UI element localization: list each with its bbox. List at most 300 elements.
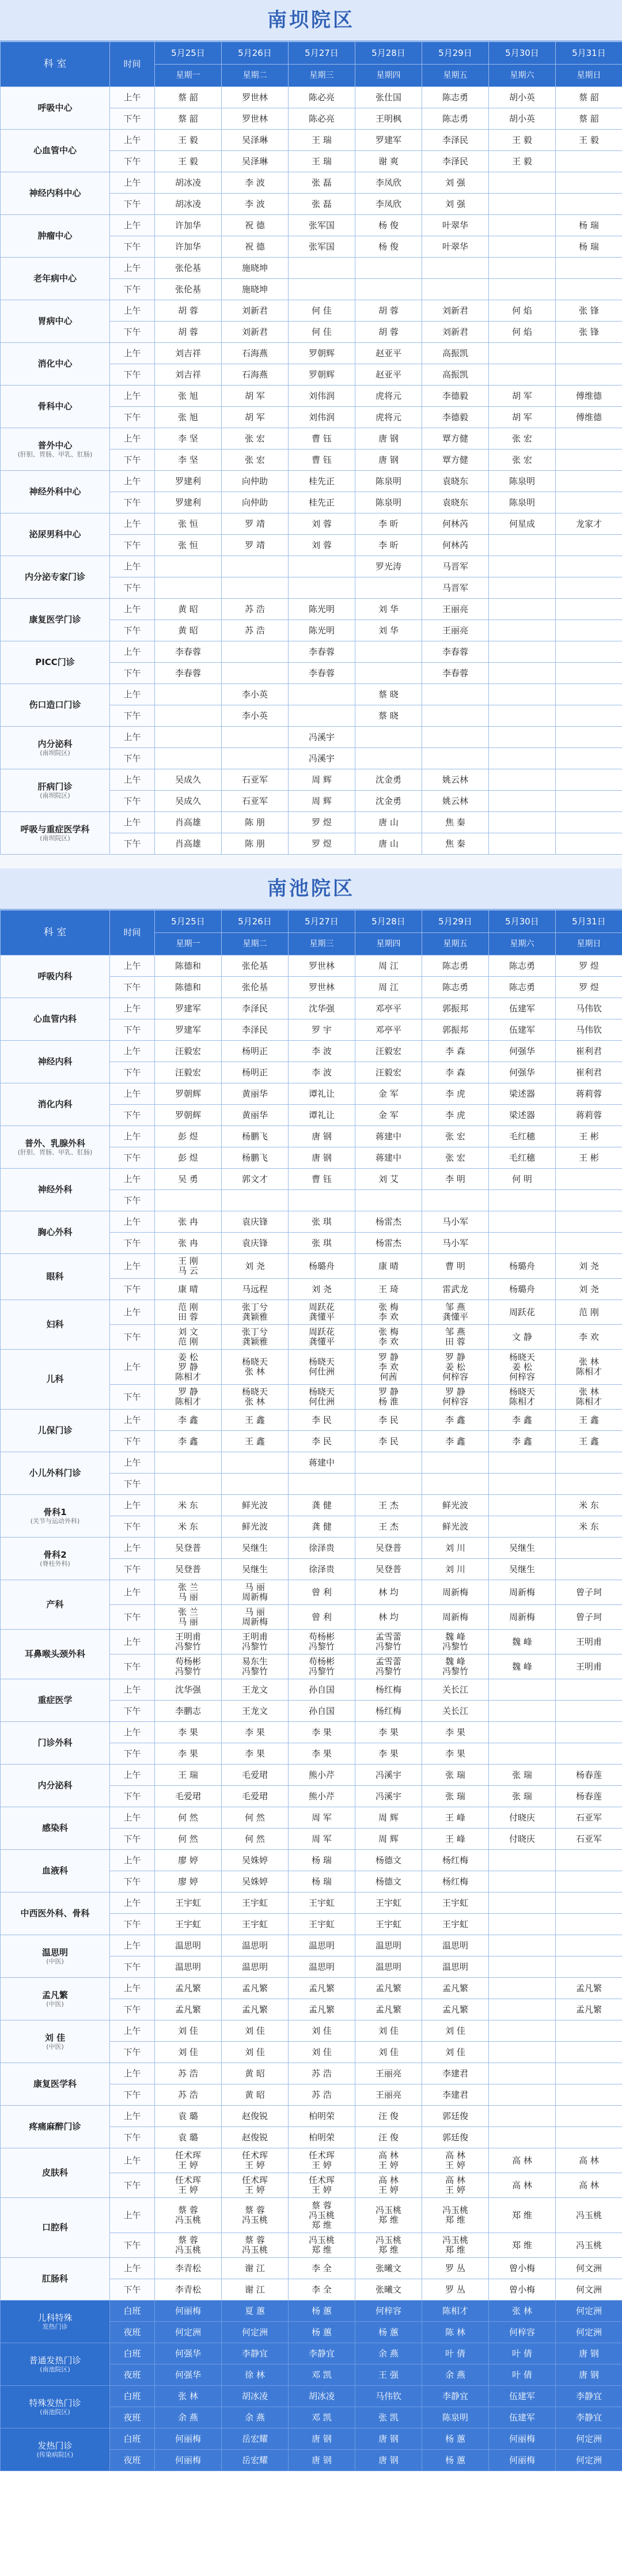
doctor-cell: 何林芮 (422, 535, 489, 556)
doctor-cell: 周新梅 (489, 1580, 556, 1605)
date-header-row (1, 42, 622, 65)
doctor-cell: 罗光涛 (355, 556, 422, 577)
doctor-cell (556, 2020, 622, 2042)
doctor-cell: 张 宏 (222, 450, 289, 471)
dept-name: 内分泌专家门诊 (24, 572, 85, 582)
doctor-cell (489, 1233, 556, 1254)
time-column-header: 时间 (110, 42, 155, 87)
doctor-cell: 邓亭平 (355, 1019, 422, 1041)
doctor-cell: 罗朝辉 (289, 343, 355, 364)
weekday-header: 星期六 (489, 933, 556, 955)
doctor-cell: 杨红梅 (422, 1850, 489, 1871)
doctor-cell: 魏 峰 (489, 1655, 556, 1679)
time-cell: 上午 (110, 1211, 155, 1233)
time-cell: 上午 (110, 1580, 155, 1605)
doctor-cell (556, 1914, 622, 1935)
doctor-cell: 张 林 陈相才 (556, 1350, 622, 1385)
doctor-cell (289, 577, 355, 599)
doctor-cell: 孟凡繁 (422, 1978, 489, 1999)
doctor-cell (155, 556, 222, 577)
doctor-cell: 何定洲 (222, 2322, 289, 2343)
doctor-cell: 苏 浩 (222, 620, 289, 641)
doctor-cell: 李 果 (155, 1743, 222, 1765)
doctor-cell (489, 1722, 556, 1743)
doctor-cell: 曾小梅 (489, 2258, 556, 2279)
weekday-header: 星期日 (556, 933, 622, 955)
time-cell: 下午 (110, 1474, 155, 1495)
doctor-cell: 李 全 (289, 2279, 355, 2301)
doctor-cell (489, 748, 556, 769)
doctor-cell: 温思明 (355, 1956, 422, 1978)
dept-name: 普外、乳腺外科 (24, 1138, 85, 1149)
schedule-row (1, 1083, 622, 1105)
doctor-cell: 熊小芹 (289, 1786, 355, 1807)
doctor-cell: 任术珲 王 婷 (289, 2173, 355, 2198)
doctor-cell (222, 663, 289, 684)
dept-cell (1, 599, 110, 641)
dept-cell (1, 2386, 110, 2428)
doctor-cell: 施晓坤 (222, 279, 289, 300)
doctor-cell: 李春蓉 (155, 663, 222, 684)
time-cell: 上午 (110, 258, 155, 279)
doctor-cell (155, 1452, 222, 1474)
doctor-cell: 周 江 (355, 955, 422, 977)
doctor-cell: 李泽民 (222, 1019, 289, 1041)
doctor-cell: 杨鹏飞 (222, 1126, 289, 1147)
doctor-cell: 孟凡繁 (556, 1999, 622, 2020)
weekday-header: 星期二 (222, 933, 289, 955)
doctor-cell: 马晋军 (422, 577, 489, 599)
time-cell: 下午 (110, 748, 155, 769)
dept-cell (1, 1254, 110, 1300)
date-header: 5月26日 (222, 911, 289, 933)
doctor-cell: 周跃花 龚懂平 (289, 1300, 355, 1325)
doctor-cell (222, 577, 289, 599)
doctor-cell: 袁晓东 (422, 471, 489, 492)
doctor-cell: 吴继生 (489, 1538, 556, 1559)
doctor-cell (489, 663, 556, 684)
doctor-cell: 吴登普 (355, 1538, 422, 1559)
time-cell: 下午 (110, 1559, 155, 1580)
doctor-cell: 罗 靖 (222, 513, 289, 535)
date-header-row (1, 911, 622, 933)
doctor-cell: 陈光明 (289, 599, 355, 620)
doctor-cell: 刘新君 (222, 322, 289, 343)
doctor-cell: 胡 军 (489, 386, 556, 407)
doctor-cell (556, 769, 622, 791)
doctor-cell: 陈泉明 (422, 2407, 489, 2428)
doctor-cell: 李 欢 (556, 1325, 622, 1350)
doctor-cell: 蔡 蓉 冯玉桃 (222, 2233, 289, 2258)
doctor-cell (489, 705, 556, 727)
doctor-cell: 张 宏 (489, 428, 556, 450)
date-header: 5月29日 (422, 42, 489, 65)
doctor-cell: 王 鑫 (222, 1410, 289, 1431)
doctor-cell: 邓 凯 (289, 2407, 355, 2428)
doctor-cell: 王 瑞 (289, 130, 355, 151)
doctor-cell: 何 然 (155, 1829, 222, 1850)
doctor-cell: 吴继生 (222, 1538, 289, 1559)
schedule-row (1, 599, 622, 620)
doctor-cell: 汪毅宏 (355, 1062, 422, 1083)
schedule-row (1, 1850, 622, 1871)
doctor-cell: 罗世林 (289, 977, 355, 998)
time-cell: 上午 (110, 1893, 155, 1914)
doctor-cell (556, 620, 622, 641)
doctor-cell: 王宇虹 (355, 1893, 422, 1914)
doctor-cell: 肖高雄 (155, 833, 222, 855)
dept-name: 骨科中心 (37, 401, 73, 411)
schedule-row (1, 1495, 622, 1516)
doctor-cell (489, 727, 556, 748)
doctor-cell: 李凤欣 (355, 194, 422, 215)
doctor-cell: 杨春莲 (556, 1786, 622, 1807)
doctor-cell: 唐 钢 (355, 428, 422, 450)
doctor-cell: 蔡 蓉 冯玉桃 郑 维 (289, 2198, 355, 2233)
doctor-cell: 柏明荣 (289, 2106, 355, 2127)
doctor-cell (556, 1893, 622, 1914)
doctor-cell: 桂先正 (289, 471, 355, 492)
doctor-cell: 汪 俊 (355, 2106, 422, 2127)
doctor-cell (556, 1474, 622, 1495)
doctor-cell: 李 民 (355, 1410, 422, 1431)
doctor-cell (556, 343, 622, 364)
time-cell: 下午 (110, 1956, 155, 1978)
date-header: 5月28日 (355, 911, 422, 933)
date-header: 5月27日 (289, 911, 355, 933)
doctor-cell: 刘 佳 (422, 2042, 489, 2063)
doctor-cell (489, 1495, 556, 1516)
doctor-cell: 刘 尧 (556, 1254, 622, 1279)
doctor-cell: 杨 蕙 (355, 2322, 422, 2343)
doctor-cell (556, 1935, 622, 1956)
doctor-cell: 刘 佳 (155, 2020, 222, 2042)
doctor-cell: 张伦基 (222, 955, 289, 977)
doctor-cell: 王丽亮 (355, 2063, 422, 2084)
doctor-cell (422, 279, 489, 300)
dept-cell (1, 386, 110, 428)
doctor-cell (489, 1743, 556, 1765)
doctor-cell: 罗朝辉 (289, 364, 355, 386)
doctor-cell: 米 东 (556, 1516, 622, 1538)
schedule-row (1, 1679, 622, 1701)
dept-cell (1, 343, 110, 386)
doctor-cell: 孙自国 (289, 1701, 355, 1722)
doctor-cell: 王 杰 (355, 1495, 422, 1516)
dept-cell (1, 1169, 110, 1211)
doctor-cell: 何定洲 (556, 2428, 622, 2450)
doctor-cell: 沈金勇 (355, 791, 422, 812)
doctor-cell (556, 1190, 622, 1211)
doctor-cell: 张 锋 (556, 300, 622, 322)
doctor-cell: 杨晓天 何仕洲 (289, 1385, 355, 1410)
doctor-cell: 何丽梅 (155, 2301, 222, 2322)
dept-cell (1, 1538, 110, 1580)
doctor-cell: 王 强 (355, 2365, 422, 2386)
doctor-cell: 马伟钦 (556, 1019, 622, 1041)
doctor-cell: 何文洲 (556, 2258, 622, 2279)
doctor-cell: 何星成 (489, 513, 556, 535)
doctor-cell (556, 258, 622, 279)
doctor-cell: 王 瑞 (289, 151, 355, 172)
doctor-cell: 杨明正 (222, 1041, 289, 1062)
doctor-cell: 杨 蕙 (289, 2301, 355, 2322)
time-cell: 上午 (110, 1722, 155, 1743)
doctor-cell: 王 峰 (422, 1829, 489, 1850)
time-cell: 上午 (110, 2106, 155, 2127)
doctor-cell: 杨红梅 (355, 1701, 422, 1722)
time-cell: 下午 (110, 1829, 155, 1850)
doctor-cell: 吴泽琳 (222, 130, 289, 151)
doctor-cell: 张 旭 (155, 386, 222, 407)
doctor-cell: 罗世林 (289, 955, 355, 977)
doctor-cell: 王宇虹 (222, 1914, 289, 1935)
doctor-cell: 沈华强 (155, 1679, 222, 1701)
doctor-cell: 冯玉桃 (556, 2198, 622, 2233)
doctor-cell: 赵亚平 (355, 343, 422, 364)
doctor-cell: 李春蓉 (422, 641, 489, 663)
doctor-cell: 温思明 (222, 1935, 289, 1956)
doctor-cell: 周 辉 (355, 1807, 422, 1829)
weekday-header: 星期五 (422, 933, 489, 955)
doctor-cell (489, 2042, 556, 2063)
doctor-cell: 李 森 (422, 1041, 489, 1062)
doctor-cell: 王 毅 (489, 151, 556, 172)
doctor-cell: 杨红梅 (422, 1871, 489, 1893)
doctor-cell: 马伟钦 (556, 998, 622, 1019)
doctor-cell (489, 2063, 556, 2084)
schedule-row (1, 428, 622, 450)
schedule-row (1, 2020, 622, 2042)
doctor-cell: 廖 婷 (155, 1871, 222, 1893)
doctor-cell: 黄 昭 (222, 2084, 289, 2106)
doctor-cell: 孟凡繁 (155, 1978, 222, 1999)
doctor-cell: 王 琦 (355, 1279, 422, 1300)
doctor-cell: 张 宏 (489, 450, 556, 471)
doctor-cell (489, 791, 556, 812)
doctor-cell: 苏 浩 (289, 2084, 355, 2106)
doctor-cell: 曹 钰 (289, 450, 355, 471)
doctor-cell (489, 599, 556, 620)
time-cell: 下午 (110, 1190, 155, 1211)
doctor-cell: 陈志勇 (489, 955, 556, 977)
doctor-cell: 何文洲 (556, 2279, 622, 2301)
doctor-cell: 谢 江 (222, 2258, 289, 2279)
schedule-row (1, 1254, 622, 1279)
time-cell: 上午 (110, 1410, 155, 1431)
time-cell: 上午 (110, 1083, 155, 1105)
fever-clinic-row (1, 2386, 622, 2407)
doctor-cell: 罗 静 杨 淮 (355, 1385, 422, 1410)
dept-cell (1, 998, 110, 1041)
doctor-cell: 胡小英 (489, 87, 556, 108)
doctor-cell (556, 535, 622, 556)
dept-cell (1, 1935, 110, 1978)
doctor-cell: 杨 蕙 (422, 2428, 489, 2450)
doctor-cell: 张伦基 (222, 977, 289, 998)
doctor-cell (489, 2106, 556, 2127)
doctor-cell: 张曦文 (355, 2279, 422, 2301)
doctor-cell: 胡冰凌 (155, 194, 222, 215)
dept-name: 温思明 (41, 1947, 68, 1958)
doctor-cell: 谢 爽 (355, 151, 422, 172)
doctor-cell: 何林芮 (422, 513, 489, 535)
dept-name: 骨科1 (43, 1506, 67, 1517)
doctor-cell: 吴 勇 (155, 1169, 222, 1190)
weekday-header: 星期一 (155, 933, 222, 955)
doctor-cell: 何丽梅 (155, 2450, 222, 2471)
doctor-cell (422, 684, 489, 705)
doctor-cell: 胡冰凌 (289, 2386, 355, 2407)
dept-cell (1, 1495, 110, 1538)
dept-name: 神经外科中心 (29, 486, 81, 497)
time-cell: 下午 (110, 279, 155, 300)
doctor-cell: 李春蓉 (289, 663, 355, 684)
doctor-cell: 孟雪蕾 冯黎竹 (355, 1655, 422, 1679)
dept-subtitle: (南池院区) (40, 2365, 70, 2373)
doctor-cell (489, 1190, 556, 1211)
dept-cell (1, 1350, 110, 1410)
time-cell: 上午 (110, 1452, 155, 1474)
time-cell: 下午 (110, 1233, 155, 1254)
dept-name: 胸心外科 (37, 1227, 73, 1237)
date-header: 5月31日 (556, 911, 622, 933)
doctor-cell: 温思明 (355, 1935, 422, 1956)
dept-name: 感染科 (41, 1823, 68, 1833)
doctor-cell: 李 昕 (355, 535, 422, 556)
doctor-cell: 李 全 (289, 2258, 355, 2279)
doctor-cell: 王 杰 (355, 1516, 422, 1538)
schedule-row (1, 998, 622, 1019)
doctor-cell (489, 1850, 556, 1871)
doctor-cell: 唐 钢 (355, 2428, 422, 2450)
doctor-cell (289, 1190, 355, 1211)
time-cell: 上午 (110, 1350, 155, 1385)
doctor-cell: 曾子珂 (556, 1605, 622, 1630)
doctor-cell (556, 1233, 622, 1254)
doctor-cell: 何强华 (155, 2365, 222, 2386)
time-cell: 上午 (110, 769, 155, 791)
weekday-header: 星期三 (289, 65, 355, 87)
doctor-cell: 郭振邦 (422, 998, 489, 1019)
doctor-cell: 蔡 晓 (355, 684, 422, 705)
doctor-cell: 张 林 陈相才 (556, 1385, 622, 1410)
doctor-cell: 魏 峰 (489, 1630, 556, 1655)
doctor-cell: 刘新君 (222, 300, 289, 322)
doctor-cell (422, 705, 489, 727)
doctor-cell: 李 果 (289, 1722, 355, 1743)
time-cell: 下午 (110, 322, 155, 343)
doctor-cell: 岳宏耀 (222, 2428, 289, 2450)
doctor-cell: 唐 山 (355, 833, 422, 855)
doctor-cell (556, 1701, 622, 1722)
doctor-cell: 蔡 蓉 冯玉桃 (155, 2233, 222, 2258)
doctor-cell (489, 535, 556, 556)
doctor-cell: 叶 倩 (489, 2343, 556, 2365)
time-cell: 下午 (110, 2233, 155, 2258)
weekday-header: 星期一 (155, 65, 222, 87)
time-cell: 上午 (110, 2198, 155, 2233)
doctor-cell: 彭 煜 (155, 1147, 222, 1169)
doctor-cell: 王丽亮 (422, 599, 489, 620)
doctor-cell: 康 晴 (155, 1279, 222, 1300)
doctor-cell: 龚 健 (289, 1495, 355, 1516)
doctor-cell: 王宇虹 (355, 1914, 422, 1935)
doctor-cell (355, 1474, 422, 1495)
doctor-cell: 李静宜 (556, 2407, 622, 2428)
doctor-cell: 李 波 (289, 1062, 355, 1083)
doctor-cell: 李 果 (289, 1743, 355, 1765)
time-cell: 下午 (110, 1147, 155, 1169)
doctor-cell: 胡 蓉 (155, 322, 222, 343)
doctor-cell: 杨明正 (222, 1062, 289, 1083)
time-cell: 上午 (110, 1254, 155, 1279)
doctor-cell: 吴姝婷 (222, 1850, 289, 1871)
doctor-cell: 邓 凯 (289, 2365, 355, 2386)
doctor-cell: 蔡 韶 (556, 87, 622, 108)
time-cell: 下午 (110, 407, 155, 428)
doctor-cell: 梁述器 (489, 1105, 556, 1126)
doctor-cell (556, 450, 622, 471)
time-cell: 下午 (110, 620, 155, 641)
dept-cell (1, 2020, 110, 2063)
doctor-cell: 李泽民 (422, 151, 489, 172)
doctor-cell: 冯溪宇 (289, 727, 355, 748)
doctor-cell (355, 663, 422, 684)
schedule-row (1, 812, 622, 833)
doctor-cell: 李 鑫 (155, 1431, 222, 1452)
doctor-cell: 李 昕 (355, 513, 422, 535)
dept-name: 疼痛麻醉门诊 (29, 2121, 81, 2132)
doctor-cell: 冯玉桃 郑 维 (422, 2233, 489, 2258)
doctor-cell: 李 虎 (422, 1083, 489, 1105)
time-cell: 下午 (110, 1743, 155, 1765)
doctor-cell: 熊小芹 (289, 1765, 355, 1786)
doctor-cell (556, 1679, 622, 1701)
time-cell: 上午 (110, 2148, 155, 2173)
shift-cell: 夜班 (110, 2450, 155, 2471)
doctor-cell: 王明甫 冯黎竹 (155, 1630, 222, 1655)
doctor-cell (422, 1190, 489, 1211)
dept-cell (1, 1580, 110, 1630)
doctor-cell: 何 然 (222, 1807, 289, 1829)
time-cell: 上午 (110, 955, 155, 977)
doctor-cell: 叶翠华 (422, 215, 489, 236)
doctor-cell: 汪毅宏 (355, 1041, 422, 1062)
doctor-cell (489, 215, 556, 236)
date-header: 5月28日 (355, 42, 422, 65)
doctor-cell (556, 684, 622, 705)
doctor-cell: 周 江 (355, 977, 422, 998)
doctor-cell: 何梓容 (355, 2301, 422, 2322)
doctor-cell: 张伦基 (155, 258, 222, 279)
doctor-cell (556, 1169, 622, 1190)
dept-name: 消化内科 (37, 1099, 73, 1109)
doctor-cell: 黄 昭 (155, 620, 222, 641)
time-cell: 上午 (110, 1765, 155, 1786)
doctor-cell: 李 鑫 (422, 1431, 489, 1452)
doctor-cell: 胡 军 (489, 407, 556, 428)
doctor-cell (489, 1516, 556, 1538)
doctor-cell: 苟杨彬 冯黎竹 (155, 1655, 222, 1679)
doctor-cell: 孟凡繁 (355, 1978, 422, 1999)
doctor-cell: 周 军 (289, 1829, 355, 1850)
doctor-cell: 伍建军 (489, 2407, 556, 2428)
doctor-cell: 罗 丛 (422, 2279, 489, 2301)
doctor-cell: 毛红穗 (489, 1147, 556, 1169)
doctor-cell: 吴泽琳 (222, 151, 289, 172)
doctor-cell: 胡 军 (222, 386, 289, 407)
